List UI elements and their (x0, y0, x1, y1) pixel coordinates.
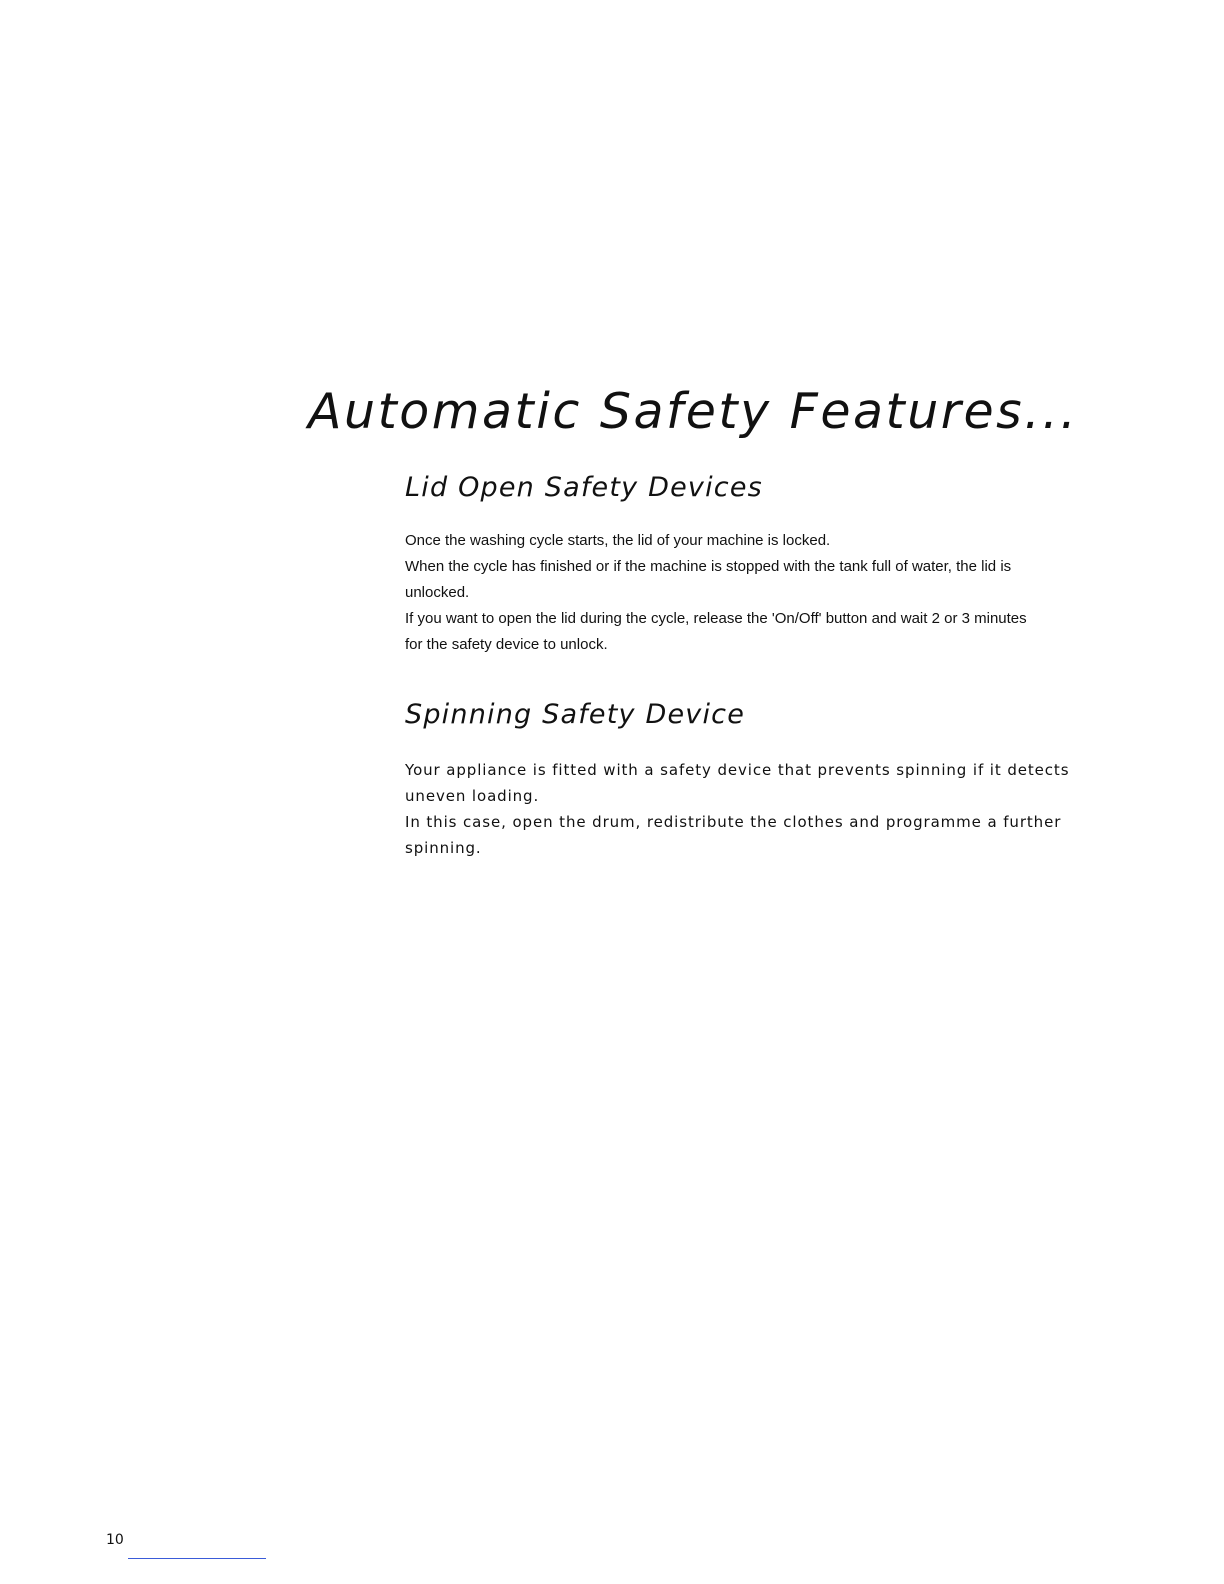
section-heading: Lid Open Safety Devices (405, 472, 763, 503)
page-number: 10 (106, 1532, 124, 1548)
body-line: When the cycle has finished or if the machine is stopped with the tank full of water, the lid is (405, 558, 1012, 576)
body-line: for the safety device to unlock. (405, 636, 608, 654)
body-line: uneven loading. (405, 787, 540, 806)
body-line: In this case, open the drum, redistribute the clothes and programme a further (405, 813, 1062, 832)
page-title: Automatic Safety Features... (308, 383, 1079, 440)
section-spinning-safety-device (405, 699, 1125, 861)
body-line: Once the washing cycle starts, the lid of your machine is locked. (405, 532, 831, 550)
body-line: spinning. (405, 839, 482, 858)
body-line: Your appliance is fitted with a safety device that prevents spinning if it detects (405, 761, 1070, 780)
body-line: If you want to open the lid during the cycle, release the 'On/Off' button and wait 2 or 3 minutes (405, 610, 1027, 628)
body-line: unlocked. (405, 584, 470, 602)
footer-rule (128, 1558, 266, 1559)
section-body (405, 528, 1125, 658)
section-body (405, 757, 1125, 861)
section-heading: Spinning Safety Device (405, 699, 746, 730)
section-lid-open-safety-devices (405, 472, 1125, 658)
